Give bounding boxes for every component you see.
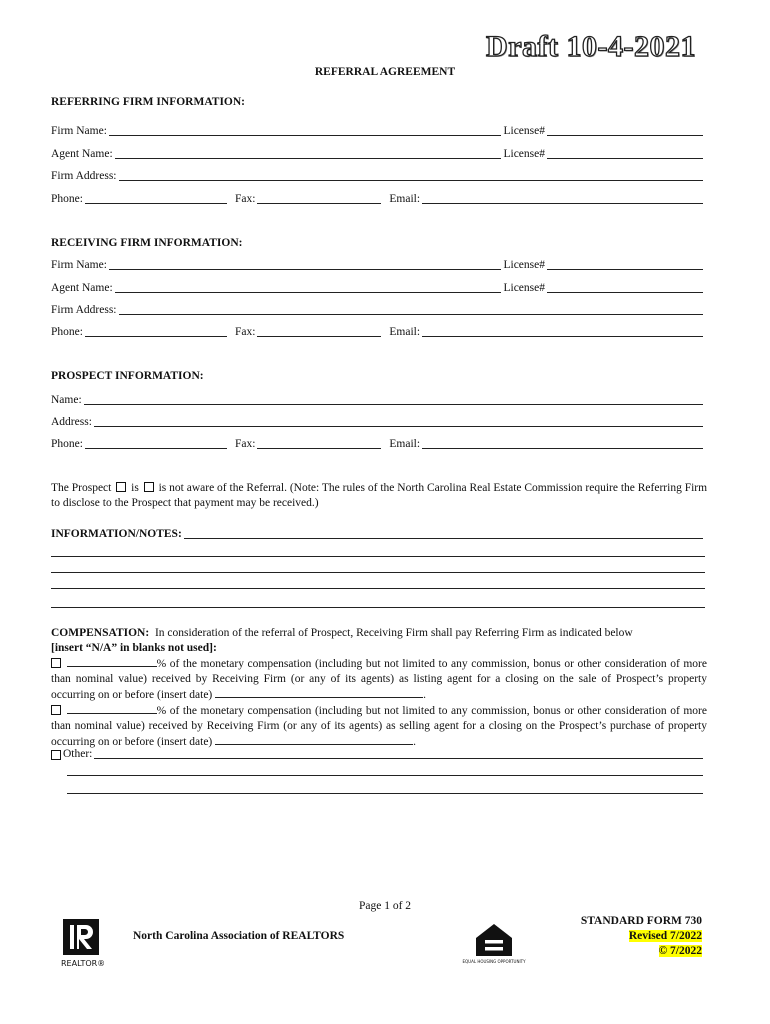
receiving-agent-name-label: Agent Name: [51, 282, 113, 294]
realtor-logo-icon [61, 918, 109, 970]
receiving-agent-row [51, 280, 705, 294]
awareness-text-start: The Prospect [51, 482, 112, 494]
notes-heading: INFORMATION/NOTES: [51, 528, 182, 540]
receiving-email-field[interactable] [422, 326, 703, 337]
association-name: North Carolina Association of REALTORS [133, 930, 345, 942]
option-2-date-field[interactable] [215, 734, 413, 745]
form-number: STANDARD FORM 730 [580, 915, 702, 927]
referring-fax-field[interactable] [257, 193, 381, 204]
prospect-name-row [51, 392, 705, 406]
receiving-firm-license-field[interactable] [547, 259, 703, 270]
notes-field-line-4[interactable] [51, 588, 705, 589]
referring-phone-label: Phone: [51, 193, 83, 205]
form-info [581, 914, 702, 959]
option-1-date-field[interactable] [215, 687, 423, 698]
referring-license-label: License# [503, 125, 545, 137]
compensation-block [51, 626, 707, 750]
receiving-contact-row [51, 324, 705, 338]
receiving-firm-name-field[interactable] [109, 259, 502, 270]
referring-contact-row [51, 191, 705, 205]
referring-agent-name-field[interactable] [115, 148, 502, 159]
referring-firm-address-label: Firm Address: [51, 170, 117, 182]
checkbox-icon[interactable] [51, 658, 61, 668]
option-1-period: . [423, 689, 426, 701]
notes-row [51, 526, 705, 540]
referring-agent-license-field[interactable] [547, 148, 703, 159]
prospect-phone-field[interactable] [85, 438, 227, 449]
referring-address-row [51, 168, 705, 182]
receiving-address-row [51, 302, 705, 316]
copyright: © 7/2022 [658, 945, 702, 957]
referring-firm-name-label: Firm Name: [51, 125, 107, 137]
checkbox-icon[interactable] [116, 482, 126, 492]
prospect-heading: PROSPECT INFORMATION: [51, 370, 204, 382]
referring-agent-name-label: Agent Name: [51, 148, 113, 160]
page-title: REFERRAL AGREEMENT [314, 66, 456, 78]
receiving-fax-field[interactable] [257, 326, 381, 337]
awareness-paragraph [51, 481, 707, 511]
compensation-option-2 [51, 703, 707, 750]
prospect-address-field[interactable] [94, 416, 703, 427]
receiving-agent-license-label: License# [503, 282, 545, 294]
draft-watermark: Draft 10-4-2021 [486, 30, 696, 63]
referring-fax-label: Fax: [234, 193, 256, 205]
prospect-fax-label: Fax: [234, 438, 256, 450]
notes-field-line-5[interactable] [51, 607, 705, 608]
compensation-intro: In consideration of the referral of Prospect, Receiving Firm shall pay Referring Firm as indicated below [154, 627, 633, 639]
option-2-period: . [413, 736, 416, 748]
option-1-percent-field[interactable] [67, 656, 157, 667]
receiving-firm-address-label: Firm Address: [51, 304, 117, 316]
revised-date: Revised 7/2022 [628, 930, 702, 942]
prospect-name-field[interactable] [84, 394, 703, 405]
notes-field-line-3[interactable] [51, 572, 705, 573]
compensation-heading: COMPENSATION: [51, 627, 150, 639]
compensation-option-1 [51, 656, 707, 703]
prospect-contact-row [51, 436, 705, 450]
referring-firm-name-field[interactable] [109, 125, 502, 136]
receiving-firm-heading: RECEIVING FIRM INFORMATION: [51, 237, 243, 249]
referring-agent-row [51, 146, 705, 160]
checkbox-icon[interactable] [51, 705, 61, 715]
option-2-text: % of the monetary compensation (including but not limited to any commission, bonus or other consideration of more than nominal value) received by Receiving Firm (or any of its agents) as selling agent for a closing on the Prospect’s purchase of property occurring on or before (insert date) [51, 705, 707, 748]
receiving-license-label: License# [503, 259, 545, 271]
referring-agent-license-label: License# [503, 148, 545, 160]
checkbox-icon[interactable] [144, 482, 154, 492]
referring-firm-license-field[interactable] [547, 125, 703, 136]
awareness-is-text: is [131, 482, 139, 494]
prospect-address-label: Address: [51, 416, 92, 428]
page-number: Page 1 of 2 [358, 900, 412, 912]
referring-phone-field[interactable] [85, 193, 227, 204]
option-2-percent-field[interactable] [67, 703, 157, 714]
prospect-address-row [51, 414, 705, 428]
receiving-firm-name-label: Firm Name: [51, 259, 107, 271]
compensation-instruction: [insert “N/A” in blanks not used]: [51, 642, 217, 654]
receiving-firm-name-row [51, 257, 705, 271]
receiving-agent-license-field[interactable] [547, 282, 703, 293]
prospect-name-label: Name: [51, 394, 82, 406]
compensation-intro-line [51, 626, 707, 641]
eho-logo-text: EQUAL HOUSING OPPORTUNITY [462, 959, 526, 964]
checkbox-icon[interactable] [51, 750, 61, 760]
compensation-other-row [51, 746, 705, 760]
referring-email-field[interactable] [422, 193, 703, 204]
prospect-email-label: Email: [389, 438, 421, 450]
notes-field-line-2[interactable] [51, 556, 705, 557]
notes-field-line-1[interactable] [184, 528, 703, 539]
other-field-line-2[interactable] [67, 775, 703, 776]
receiving-phone-field[interactable] [85, 326, 227, 337]
realtor-logo-text: REALTOR® [61, 959, 106, 968]
other-field-line-3[interactable] [67, 793, 703, 794]
receiving-phone-label: Phone: [51, 326, 83, 338]
prospect-email-field[interactable] [422, 438, 703, 449]
referring-firm-heading: REFERRING FIRM INFORMATION: [51, 96, 246, 108]
awareness-text-rest: is not aware of the Referral. (Note: The rules of the North Carolina Real Estate Commission require the Referring Firm to disclose to the Prospect that payment may be received.) [51, 482, 708, 509]
receiving-firm-address-field[interactable] [119, 304, 704, 315]
equal-housing-logo-icon [462, 918, 526, 970]
referring-firm-name-row [51, 123, 705, 137]
referring-firm-address-field[interactable] [119, 170, 704, 181]
other-field-line-1[interactable] [94, 748, 703, 759]
referring-email-label: Email: [389, 193, 421, 205]
prospect-phone-label: Phone: [51, 438, 83, 450]
prospect-fax-field[interactable] [257, 438, 381, 449]
receiving-agent-name-field[interactable] [115, 282, 502, 293]
option-1-text: % of the monetary compensation (including but not limited to any commission, bonus or other consideration of more than nominal value) received by Receiving Firm (or any of its agents) as listing agent for a closing on the sale of Prospect’s property occurring on or before (insert date) [51, 658, 707, 701]
receiving-email-label: Email: [389, 326, 421, 338]
receiving-fax-label: Fax: [234, 326, 256, 338]
other-label: Other: [63, 748, 93, 760]
